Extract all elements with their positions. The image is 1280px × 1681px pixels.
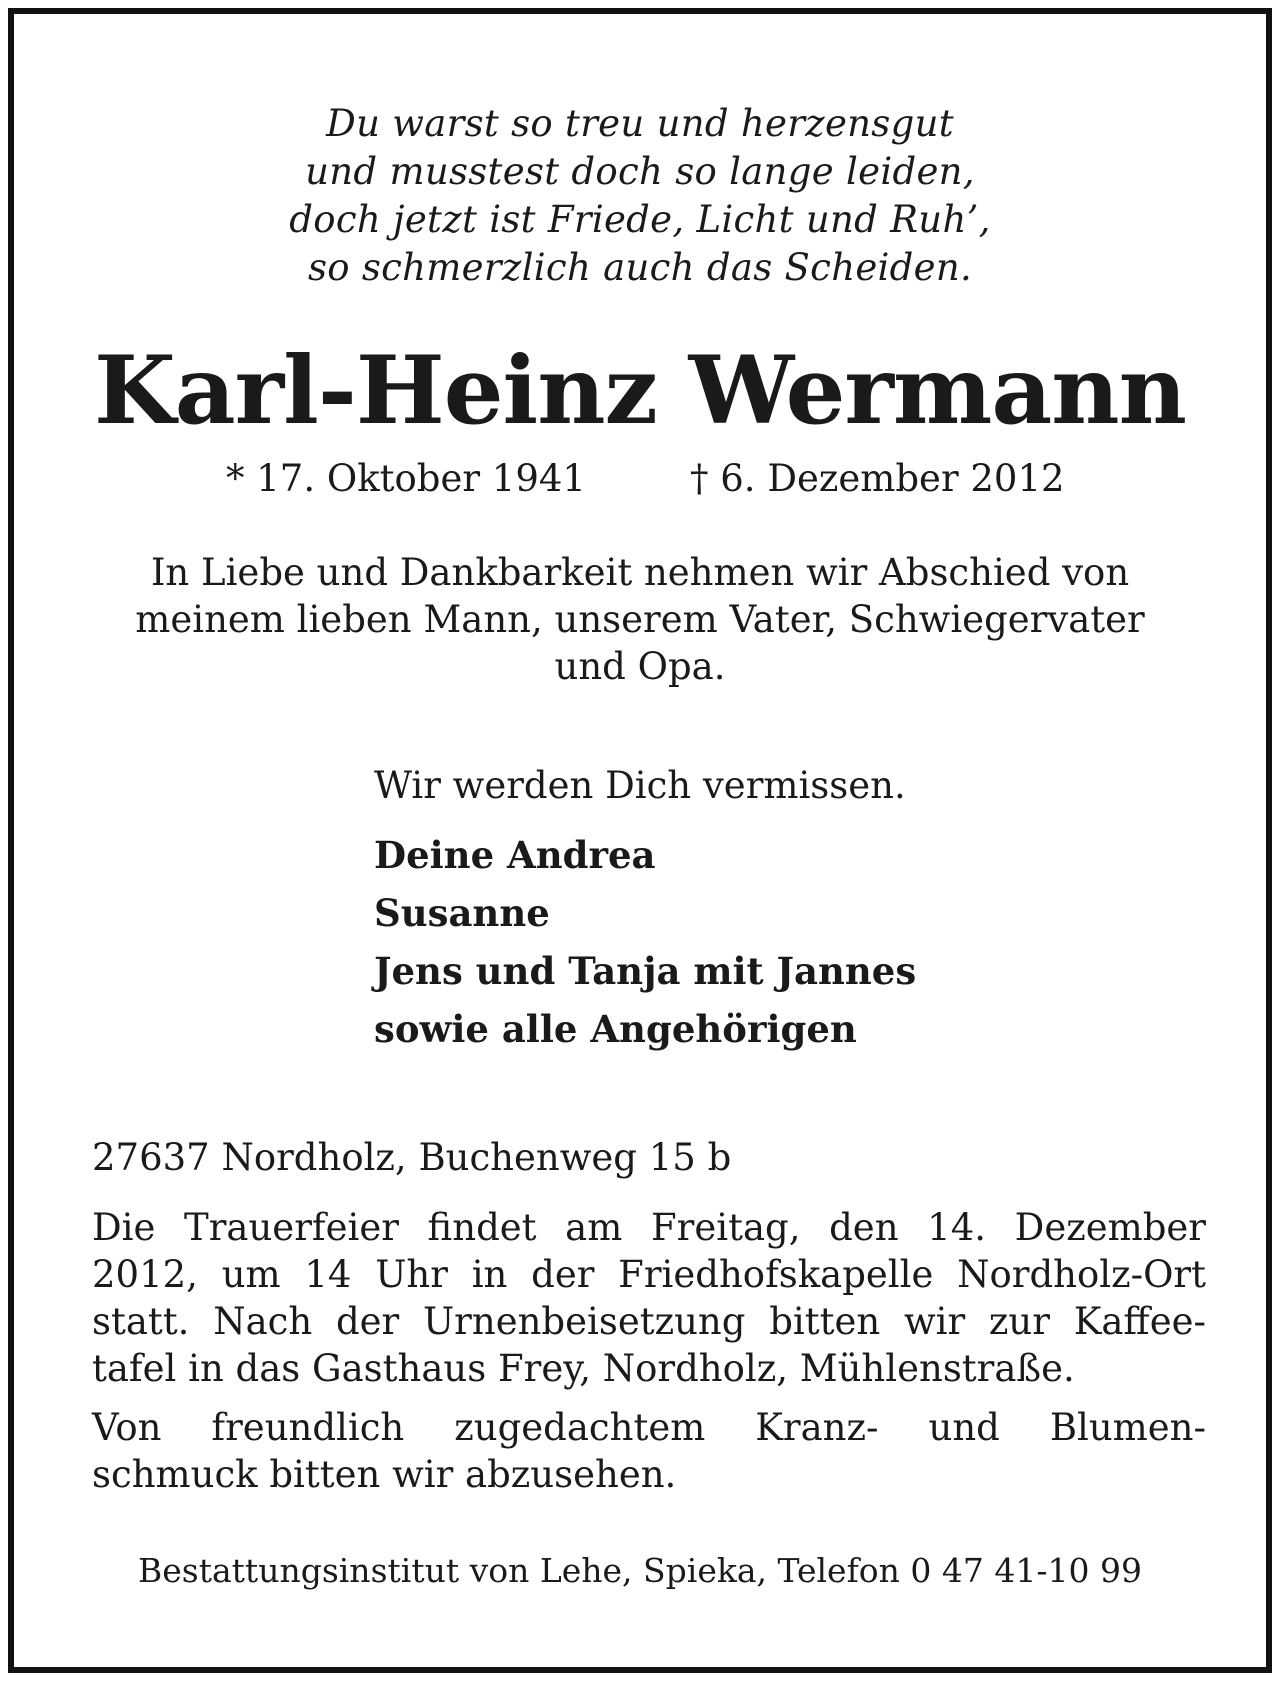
deceased-name: Karl-Heinz Wermann bbox=[94, 336, 1186, 446]
obituary-notice bbox=[8, 8, 1272, 1673]
birth-date: * 17. Oktober 1941 bbox=[226, 457, 586, 500]
signer: Deine Andrea bbox=[374, 833, 656, 877]
poem-line: doch jetzt ist Friede, Licht und Ruh’, bbox=[289, 198, 991, 241]
poem-line: so schmerzlich auch das Scheiden. bbox=[307, 246, 973, 289]
miss-you-text: Wir werden Dich vermissen. bbox=[374, 764, 906, 807]
death-date: † 6. Dezember 2012 bbox=[690, 457, 1065, 500]
signer: sowie alle Angehörigen bbox=[374, 1007, 857, 1051]
farewell-line: meinem lieben Mann, unserem Vater, Schwiegervater bbox=[135, 598, 1145, 641]
memorial-poem bbox=[14, 100, 1266, 292]
ceremony-line: tafel in das Gasthaus Frey, Nordholz, Mühlenstraße. bbox=[92, 1347, 1075, 1390]
poem-line: Du warst so treu und herzensgut bbox=[326, 102, 954, 145]
funeral-home-footer: Bestattungsinstitut von Lehe, Spieka, Telefon 0 47 41-10 99 bbox=[138, 1551, 1142, 1590]
signer: Susanne bbox=[374, 891, 550, 935]
farewell-line: In Liebe und Dankbarkeit nehmen wir Abschied von bbox=[150, 551, 1130, 594]
ceremony-line: 2012, um 14 Uhr in der Friedhofskapelle Nordholz-Ort bbox=[92, 1253, 1206, 1296]
ceremony-paragraph bbox=[92, 1204, 1206, 1392]
flowers-paragraph bbox=[92, 1404, 1206, 1498]
ceremony-line: Die Trauerfeier findet am Freitag, den 14. Dezember bbox=[92, 1206, 1206, 1249]
farewell-text bbox=[14, 549, 1266, 690]
life-dates bbox=[14, 454, 1266, 504]
signer: Jens und Tanja mit Jannes bbox=[374, 949, 917, 993]
signers-list bbox=[374, 826, 916, 1058]
family-address: 27637 Nordholz, Buchenweg 15 b bbox=[92, 1136, 732, 1179]
flowers-line: schmuck bitten wir abzusehen. bbox=[92, 1453, 677, 1496]
ceremony-line: statt. Nach der Urnenbeisetzung bitten wir zur Kaffee- bbox=[92, 1300, 1206, 1343]
farewell-line: und Opa. bbox=[554, 645, 726, 688]
flowers-line: Von freundlich zugedachtem Kranz- und Blumen- bbox=[92, 1406, 1206, 1449]
poem-line: und musstest doch so lange leiden, bbox=[305, 150, 975, 193]
